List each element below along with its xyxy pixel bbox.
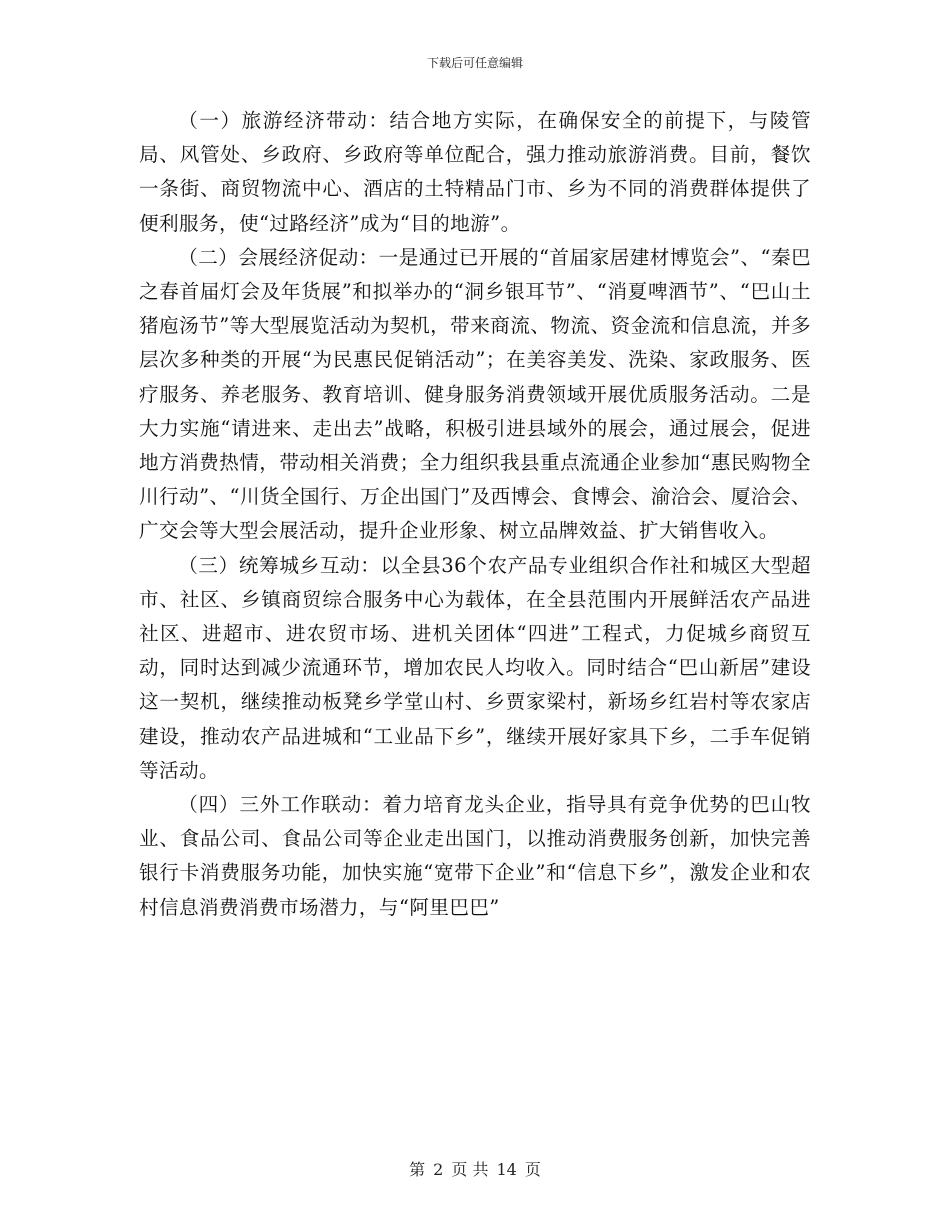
- footer-page-number: 2: [433, 1160, 444, 1179]
- footer-middle: 页 共: [451, 1160, 489, 1179]
- paragraph-tourism: （一）旅游经济带动：结合地方实际，在确保安全的前提下，与陵管局、风管处、乡政府、乡政府等单位配合，强力推动旅游消费。目前，餐饮一条街、商贸物流中心、酒店的土特精品门市、乡为不同的消费群体提供了便利服务，使“过路经济”成为“目的地游”。: [139, 109, 811, 235]
- footer-total-pages: 14: [496, 1160, 517, 1179]
- paragraph-external-work: （四）三外工作联动：着力培育龙头企业，指导具有竞争优势的巴山牧业、食品公司、食品公司等企业走出国门，以推动消费服务创新，加快完善银行卡消费服务功能，加快实施“宽带下企业”和“信息下乡”，激发企业和农村信息消费消费市场潜力，与“阿里巴巴”: [139, 793, 811, 919]
- document-body: [139, 104, 811, 925]
- page-header: 下载后可任意编辑: [426, 56, 523, 70]
- footer-prefix: 第: [409, 1160, 426, 1179]
- page-footer: [0, 1157, 950, 1180]
- footer-suffix: 页: [524, 1160, 541, 1179]
- paragraph-exhibition: （二）会展经济促动：一是通过已开展的“首届家居建材博览会”、“秦巴之春首届灯会及年货展”和拟举办的“洞乡银耳节”、“消夏啤酒节”、“巴山土猪庖汤节”等大型展览活动为契机，带来商流、物流、资金流和信息流，并多层次多种类的开展“为民惠民促销活动”；在美容美发、洗染、家政服务、医疗服务、养老服务、教育培训、健身服务消费领域开展优质服务活动。二是大力实施“请进来、走出去”战略，积极引进县域外的展会，通过展会，促进地方消费热情，带动相关消费；全力组织我县重点流通企业参加“惠民购物全川行动”、“川货全国行、万企出国门”及西博会、食博会、渝洽会、厦洽会、广交会等大型会展活动，提升企业形象、树立品牌效益、扩大销售收入。: [139, 245, 811, 543]
- paragraph-urban-rural: （三）统筹城乡互动：以全县36个农产品专业组织合作社和城区大型超市、社区、乡镇商贸综合服务中心为载体，在全县范围内开展鲜活农产品进社区、进超市、进农贸市场、进机关团体“四进”工程式，力促城乡商贸互动，同时达到减少流通环节，增加农民人均收入。同时结合“巴山新居”建设这一契机，继续推动板凳乡学堂山村、乡贾家梁村，新场乡红岩村等农家店建设，推动农产品进城和“工业品下乡”，继续开展好家具下乡，二手车促销等活动。: [139, 553, 811, 782]
